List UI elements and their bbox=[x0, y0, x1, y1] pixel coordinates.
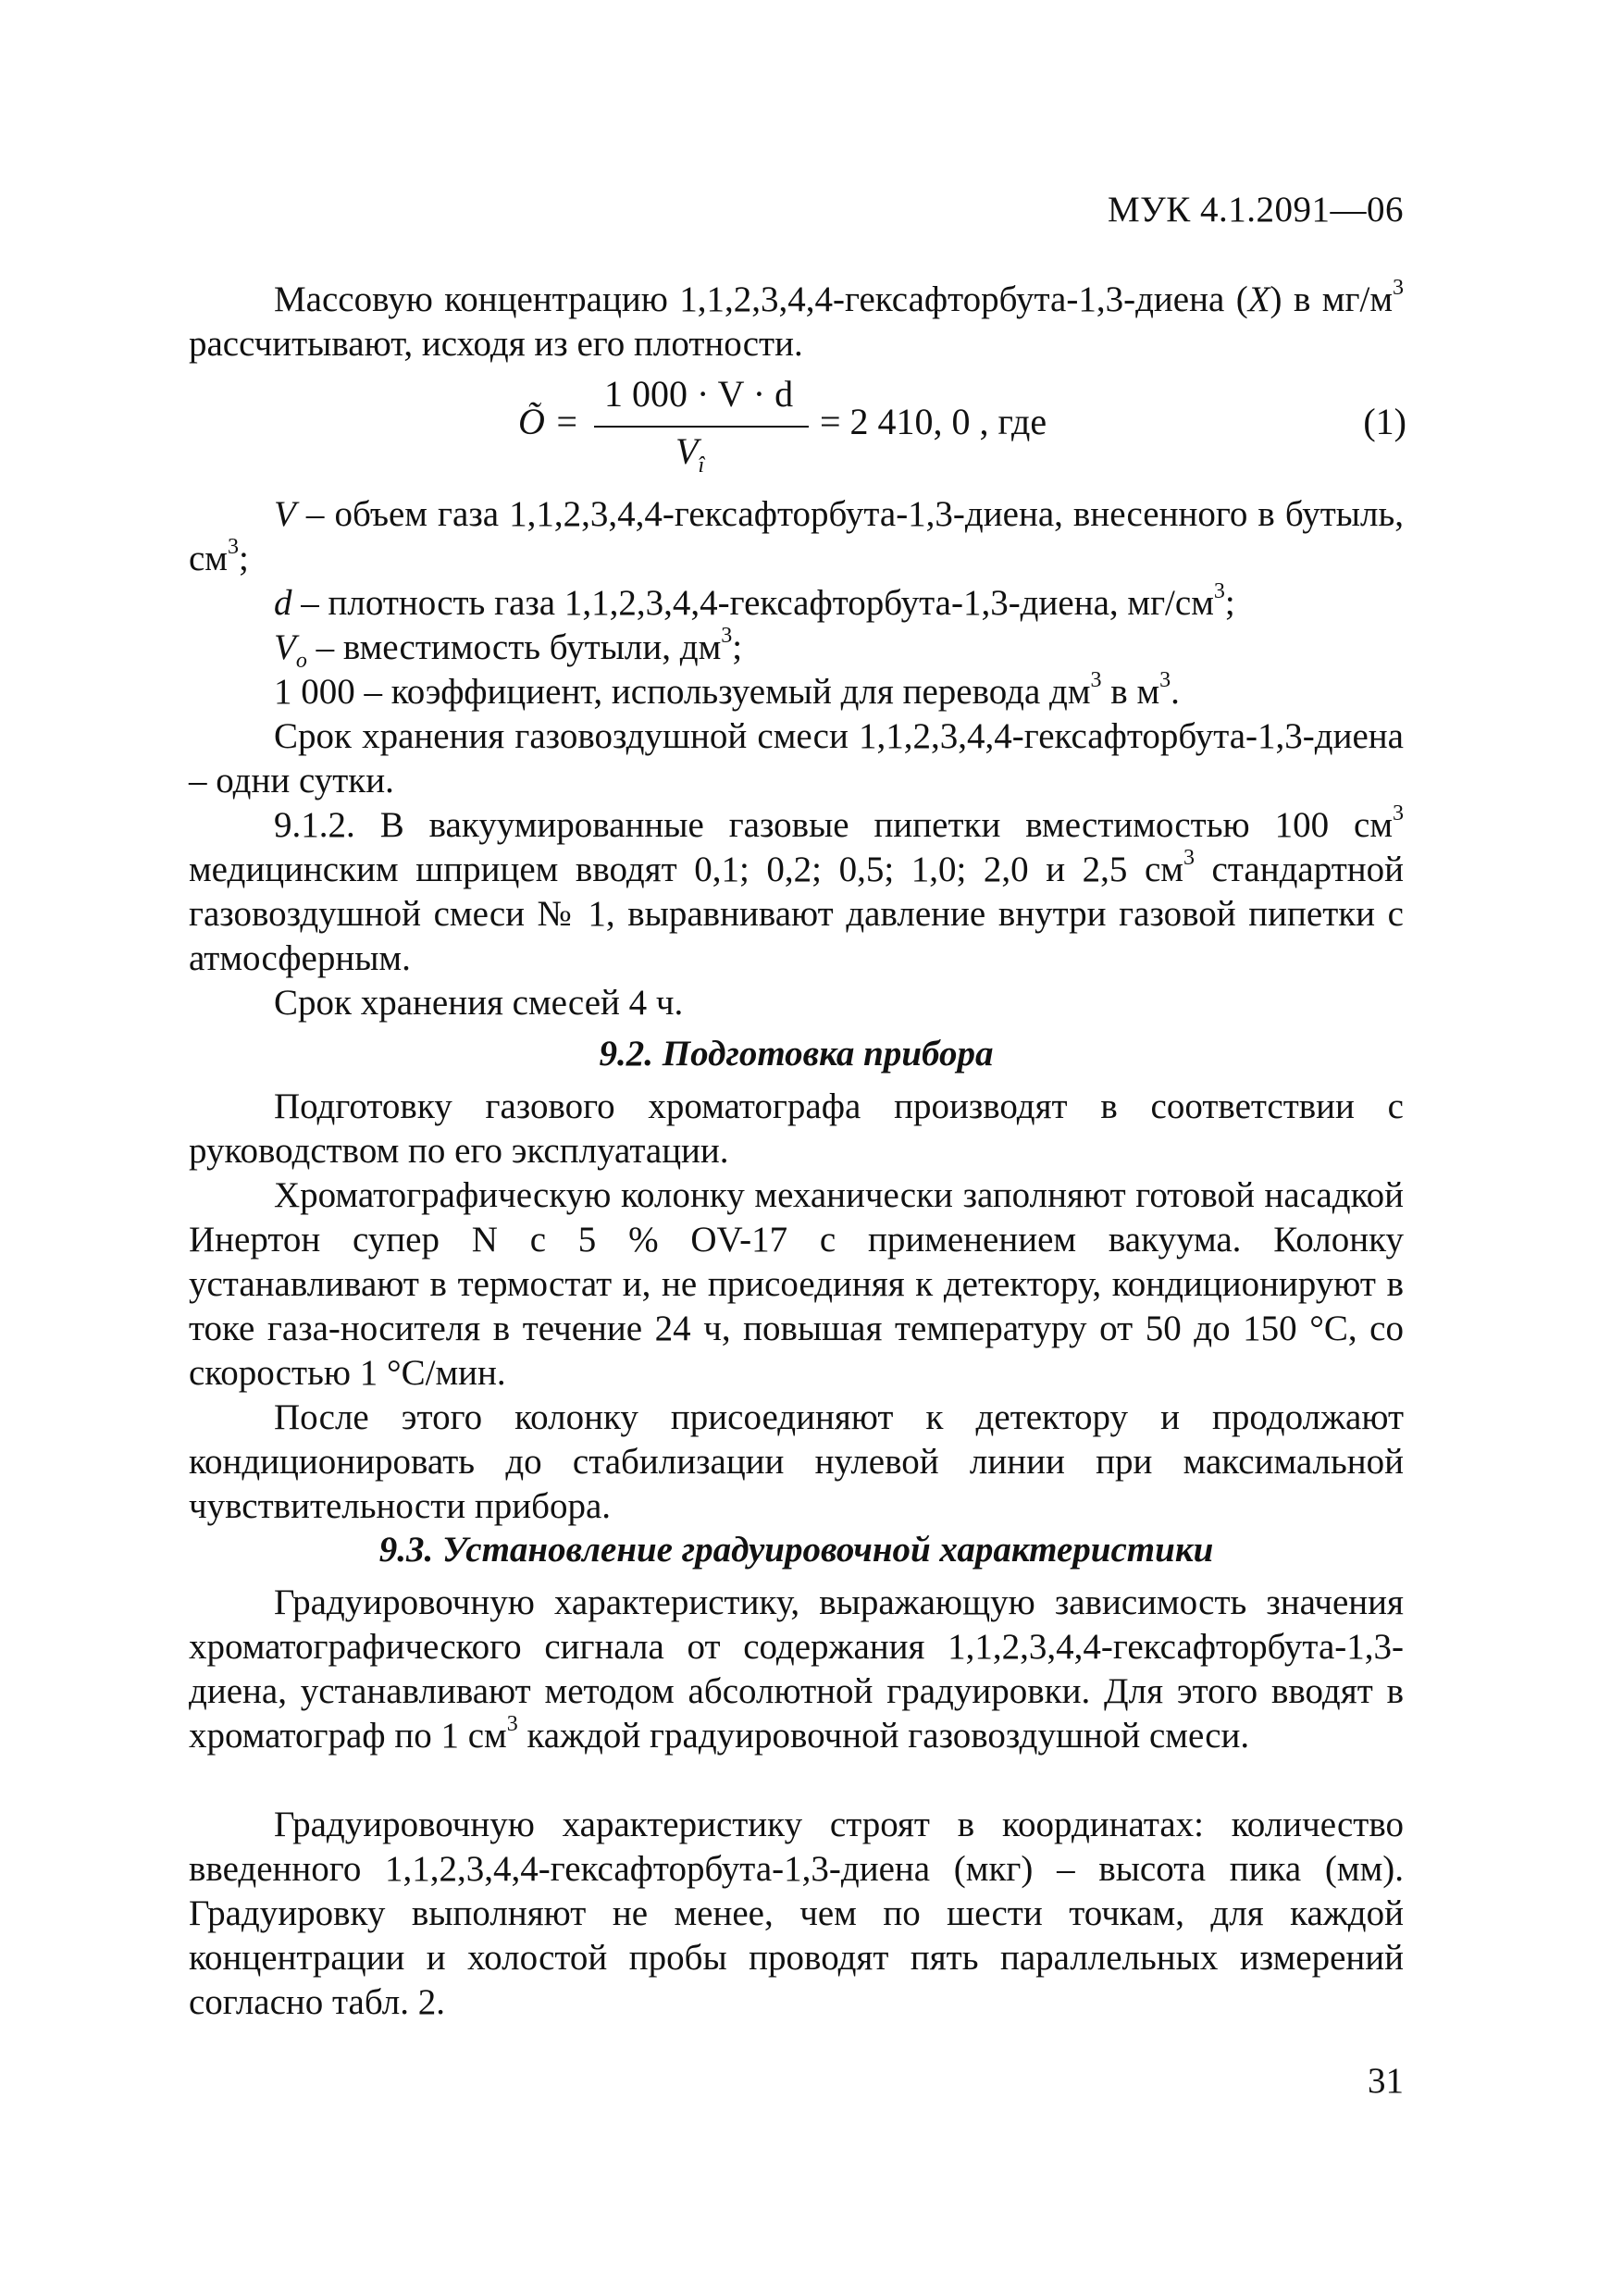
page-number: 31 bbox=[1368, 2061, 1404, 2101]
formula-lhs: Õ = bbox=[518, 401, 579, 442]
sec92-paragraph-1: Подготовку газового хроматографа производят в соответствии с руководством по его эксплуатации. bbox=[189, 1086, 1404, 1171]
section-heading-9-2: 9.2. Подготовка прибора bbox=[599, 1034, 994, 1074]
fraction-bar bbox=[594, 426, 809, 428]
intro-paragraph: Массовую концентрацию 1,1,2,3,4,4-гексафторбута-1,3-диена (X) в $мг/м^3$ рассчитывают, исходя из его плотности. bbox=[189, 276, 1404, 364]
sec93-paragraph-2: Градуировочную характеристику строят в координатах: количество введенного 1,1,2,3,4,4-гексафторбута-1,3-диена (мкг) – высота пика (мм). Градуировку выполняют не менее, чем по шести точкам, для каждой концентрации и холостой пробы проводят пять параллельных измерений согласно табл. 2. bbox=[189, 1805, 1404, 2022]
sec92-paragraph-2: Хроматографическую колонку механически заполняют готовой насадкой Инертон супер N с 5 % OV-17 с применением вакуума. Колонку устанавливают в термостат и, не присоединяя к детектору, кондиционируют в токе газа-носителя в течение 24 ч, повышая температуру от 50 до 150 °С, со скоростью 1 °С/мин. bbox=[189, 1175, 1404, 1393]
formula-numerator: 1 000 · V · d bbox=[604, 373, 794, 415]
section-heading-9-3: 9.3. Установление градуировочной характеристики bbox=[378, 1530, 1214, 1570]
document-code-header: МУК 4.1.2091—06 bbox=[1107, 190, 1404, 230]
definition-coefficient: 1 000 – коэффициент, используемый для перевода $дм^3$ в $м^3$. bbox=[274, 668, 1180, 712]
formula-rhs: = 2 410, 0 , где bbox=[820, 401, 1047, 442]
definition-d: d – плотность газа 1,1,2,3,4,4-гексафторбута-1,3-диена, $мг/см^3$; bbox=[274, 579, 1235, 623]
definition-v: V – объем газа 1,1,2,3,4,4-гексафторбута-1,3-диена, внесенного в бутыль, $см^3$; bbox=[189, 494, 1404, 578]
var-x: X bbox=[1247, 279, 1270, 319]
formula-denominator: $V_î$ bbox=[675, 430, 705, 478]
sec93-paragraph-1: Градуировочную характеристику, выражающую зависимость значения хроматографического сигнала от содержания 1,1,2,3,4,4-гексафторбута-1,3-диена, устанавливают методом абсолютной градуировки. Для этого вводят в хроматограф по 1 $см^3$ каждой градуировочной газовоздушной смеси. bbox=[189, 1582, 1404, 1756]
equation-number: (1) bbox=[1363, 401, 1406, 442]
sec92-paragraph-3: После этого колонку присоединяют к детектору и продолжают кондиционировать до стабилизации нулевой линии при максимальной чувствительности прибора. bbox=[189, 1397, 1404, 1526]
paragraph-9-1-2: 9.1.2. В вакуумированные газовые пипетки вместимостью 100 $см^3$ медицинским шприцем вводят 0,1; 0,2; 0,5; 1,0; 2,0 и 2,5 $см^3$ стандартной газовоздушной смеси № 1, выравнивают давление внутри газовой пипетки с атмосферным. bbox=[189, 801, 1404, 978]
formula-1 bbox=[518, 374, 1406, 476]
storage-paragraph-1: Срок хранения газовоздушной смеси 1,1,2,3,4,4-гексафторбута-1,3-диена – одни сутки. bbox=[189, 716, 1404, 800]
definition-vo: $V_o$ – вместимость бутыли, $дм^3$; bbox=[274, 624, 743, 673]
storage-paragraph-2: Срок хранения смесей 4 ч. bbox=[274, 983, 684, 1023]
